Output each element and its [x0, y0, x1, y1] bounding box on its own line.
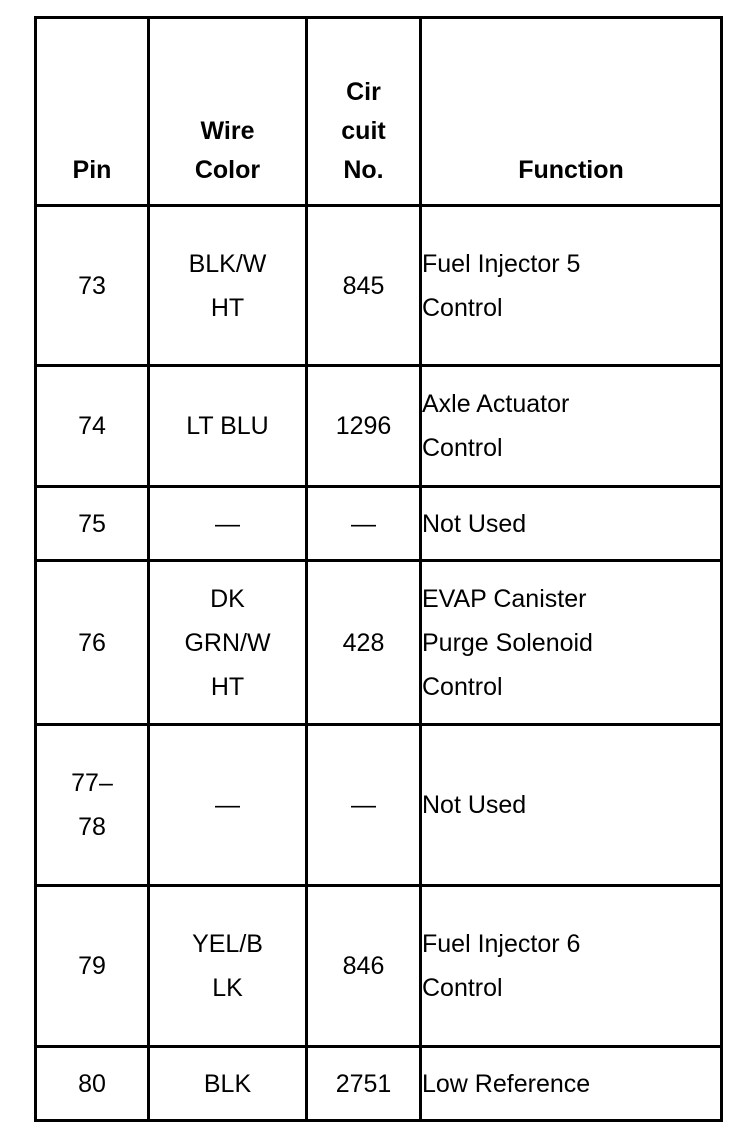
wire-color-cell: —: [149, 487, 307, 561]
function-cell: Fuel Injector 6 Control: [421, 886, 722, 1047]
header-circuit-no: Cir cuit No.: [307, 18, 421, 206]
header-function: Function: [421, 18, 722, 206]
table-row: [36, 1047, 722, 1121]
table-header-row: [36, 18, 722, 206]
header-pin: Pin: [36, 18, 149, 206]
pin-cell: 76: [36, 561, 149, 725]
pin-cell: 74: [36, 366, 149, 487]
header-wire-color: Wire Color: [149, 18, 307, 206]
pin-table: [34, 16, 723, 1122]
circuit-no-cell: 2751: [307, 1047, 421, 1121]
wire-color-cell: —: [149, 725, 307, 886]
wire-color-cell: BLK: [149, 1047, 307, 1121]
wire-color-cell: LT BLU: [149, 366, 307, 487]
pin-cell: 77– 78: [36, 725, 149, 886]
pin-cell: 73: [36, 206, 149, 366]
pin-cell: 80: [36, 1047, 149, 1121]
function-cell: Axle Actuator Control: [421, 366, 722, 487]
circuit-no-cell: 845: [307, 206, 421, 366]
table-row: [36, 487, 722, 561]
table-row: [36, 206, 722, 366]
circuit-no-cell: 1296: [307, 366, 421, 487]
function-cell: Low Reference: [421, 1047, 722, 1121]
wire-color-cell: BLK/W HT: [149, 206, 307, 366]
pin-cell: 75: [36, 487, 149, 561]
function-cell: Not Used: [421, 725, 722, 886]
function-cell: Not Used: [421, 487, 722, 561]
table-row: [36, 725, 722, 886]
pin-cell: 79: [36, 886, 149, 1047]
table-row: [36, 886, 722, 1047]
function-cell: Fuel Injector 5 Control: [421, 206, 722, 366]
circuit-no-cell: —: [307, 725, 421, 886]
circuit-no-cell: —: [307, 487, 421, 561]
wire-color-cell: DK GRN/W HT: [149, 561, 307, 725]
wire-color-cell: YEL/B LK: [149, 886, 307, 1047]
table-row: [36, 561, 722, 725]
function-cell: EVAP Canister Purge Solenoid Control: [421, 561, 722, 725]
circuit-no-cell: 846: [307, 886, 421, 1047]
table-row: [36, 366, 722, 487]
circuit-no-cell: 428: [307, 561, 421, 725]
